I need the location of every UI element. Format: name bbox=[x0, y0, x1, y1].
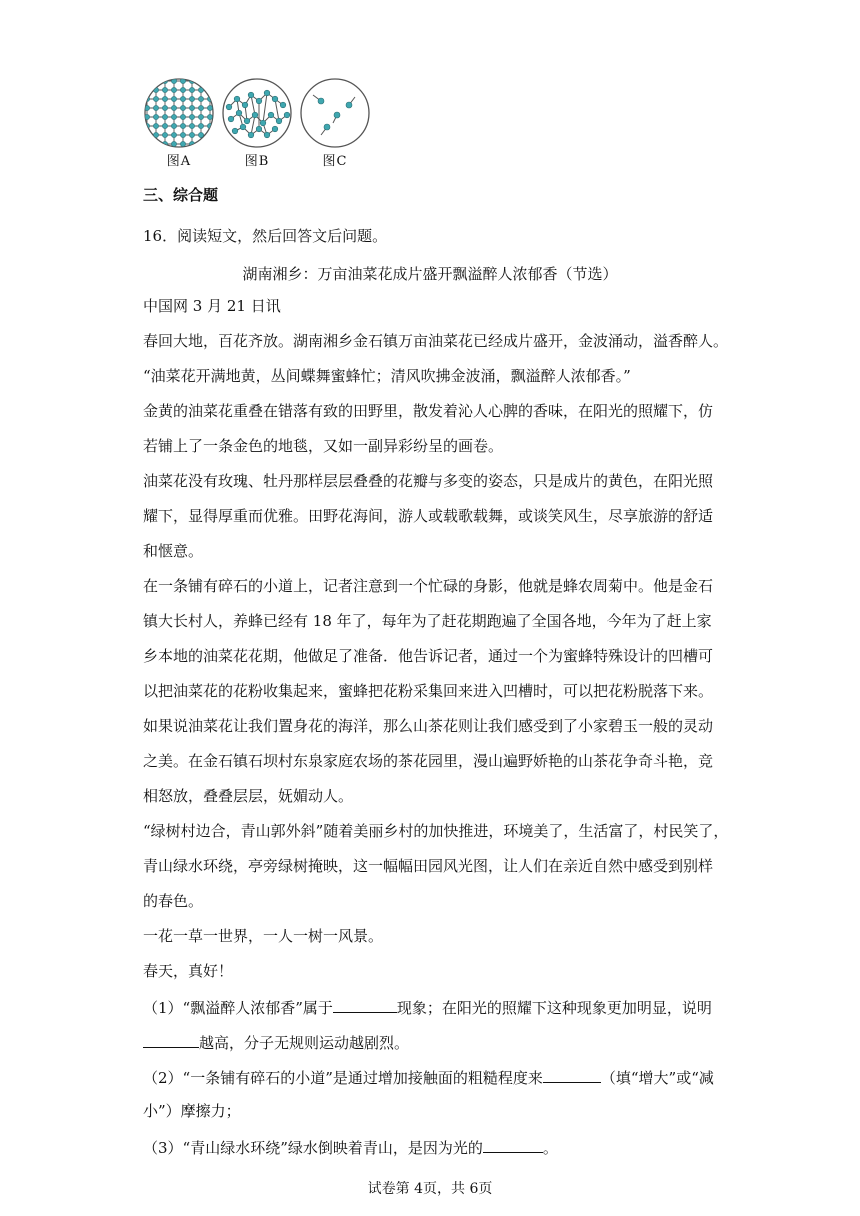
article-line: 之美。在金石镇石坝村东泉家庭农场的茶花园里，漫山遍野娇艳的山茶花争奇斗艳，竞 bbox=[143, 752, 714, 770]
molecule-dot bbox=[198, 123, 203, 128]
molecule-dot bbox=[144, 141, 149, 146]
article-line: 的春色。 bbox=[143, 892, 204, 910]
molecule-dot bbox=[171, 87, 176, 92]
molecule-dot bbox=[198, 132, 203, 137]
molecule-dot bbox=[171, 141, 176, 146]
molecule-dot bbox=[171, 123, 176, 128]
article-line: 镇大长村人，养蜂已经有 18 年了，每年为了赶花期跑遍了全国各地，今年为了赶上家 bbox=[143, 612, 712, 630]
article-closing: 一花一草一世界，一人一树一风景。 bbox=[143, 927, 384, 945]
molecule-dot bbox=[198, 114, 203, 119]
molecule-dot bbox=[153, 114, 158, 119]
molecule-dot bbox=[207, 78, 212, 83]
sub-question-2: （2）“一条铺有碎石的小道”是通过增加接触面的粗糙程度来 （填“增大”或“减 bbox=[143, 1066, 714, 1088]
figure-caption: 图B bbox=[244, 154, 270, 169]
article-line: 油菜花没有玫瑰、牡丹那样层层叠叠的花瓣与多变的姿态，只是成片的黄色，在阳光照 bbox=[143, 472, 714, 490]
article-line: “绿树村边合，青山郭外斜”随着美丽乡村的加快推进，环境美了，生活富了，村民笑了， bbox=[143, 822, 729, 840]
article-source: 中国网 3 月 21 日讯 bbox=[143, 297, 281, 315]
molecule-figures bbox=[143, 77, 383, 167]
answer-blank[interactable] bbox=[333, 996, 397, 1013]
molecule-dot bbox=[180, 87, 185, 92]
article-line: 青山绿水环绕，亭旁绿树掩映，这一幅幅田园风光图，让人们在亲近自然中感受到别样 bbox=[143, 857, 714, 875]
molecule-dot bbox=[171, 132, 176, 137]
molecule-dot bbox=[153, 141, 158, 146]
molecule-gas-icon bbox=[299, 77, 371, 149]
article-closing: 春天，真好！ bbox=[143, 962, 234, 980]
article-line: 乡本地的油菜花花期，他做足了准备．他告诉记者，通过一个为蜜蜂特殊设计的凹槽可 bbox=[143, 647, 714, 665]
molecule-dot bbox=[180, 96, 185, 101]
molecule-dot bbox=[180, 132, 185, 137]
molecule-dot bbox=[207, 141, 212, 146]
molecule-dot bbox=[162, 123, 167, 128]
molecule-dot bbox=[189, 87, 194, 92]
molecule-dot bbox=[198, 78, 203, 83]
figure-b bbox=[221, 77, 293, 169]
question-intro: 16．阅读短文，然后回答文后问题。 bbox=[143, 227, 388, 245]
figure-c bbox=[299, 77, 371, 169]
molecule-dot bbox=[162, 105, 167, 110]
molecule-dot bbox=[162, 87, 167, 92]
molecule-dot bbox=[198, 105, 203, 110]
molecule-dot bbox=[180, 123, 185, 128]
article-line: 若铺上了一条金色的地毯，又如一副异彩纷呈的画卷。 bbox=[143, 437, 504, 455]
article-line: 和惬意。 bbox=[143, 542, 204, 560]
molecule-dot bbox=[144, 132, 149, 137]
sub-question-1: （1）“飘溢醉人浓郁香”属于 现象；在阳光的照耀下这种现象更加明显，说明 bbox=[143, 996, 712, 1018]
molecule-dot bbox=[189, 105, 194, 110]
molecule-dot bbox=[207, 114, 212, 119]
molecule-dot bbox=[171, 96, 176, 101]
molecule-dot bbox=[180, 141, 185, 146]
molecule-dot bbox=[171, 105, 176, 110]
molecule-dot bbox=[180, 114, 185, 119]
molecule-dot bbox=[162, 96, 167, 101]
article-line: “油菜花开满地黄，丛间蝶舞蜜蜂忙；清风吹拂金波涌，飘溢醉人浓郁香。” bbox=[143, 367, 631, 385]
molecule-dot bbox=[189, 123, 194, 128]
sub-question-3: （3）“青山绿水环绕”绿水倒映着青山，是因为光的 。 bbox=[143, 1136, 558, 1158]
answer-blank[interactable] bbox=[143, 1031, 199, 1048]
figure-caption: 图C bbox=[322, 154, 348, 169]
molecule-dot bbox=[153, 96, 158, 101]
molecule-dot bbox=[144, 78, 149, 83]
figure-caption: 图A bbox=[166, 154, 192, 169]
figure-a bbox=[143, 77, 215, 169]
molecule-dot bbox=[162, 114, 167, 119]
molecule-dot bbox=[180, 105, 185, 110]
molecule-dot bbox=[153, 78, 158, 83]
molecule-dot bbox=[189, 96, 194, 101]
article-line: 以把油菜花的花粉收集起来，蜜蜂把花粉采集回来进入凹槽时，可以把花粉脱落下来。 bbox=[143, 682, 714, 700]
answer-blank[interactable] bbox=[543, 1066, 601, 1083]
molecule-dot bbox=[189, 114, 194, 119]
molecule-dot bbox=[171, 114, 176, 119]
molecule-dot bbox=[162, 132, 167, 137]
molecule-lattice-solid-icon bbox=[143, 77, 215, 149]
molecule-dot bbox=[198, 141, 203, 146]
article-line: 如果说油菜花让我们置身花的海洋，那么山茶花则让我们感受到了小家碧玉一般的灵动 bbox=[143, 717, 714, 735]
answer-blank[interactable] bbox=[483, 1136, 543, 1153]
molecule-lattice-liquid-icon bbox=[221, 77, 293, 149]
molecule-dot bbox=[144, 87, 149, 92]
molecule-dot bbox=[153, 105, 158, 110]
article-line: 春回大地，百花齐放。湖南湘乡金石镇万亩油菜花已经成片盛开，金波涌动，溢香醉人。 bbox=[143, 332, 729, 350]
molecule-dot bbox=[189, 132, 194, 137]
molecule-dot bbox=[153, 87, 158, 92]
article-title: 湖南湘乡：万亩油菜花成片盛开飘溢醉人浓郁香（节选） bbox=[242, 265, 618, 283]
page-footer: 试卷第 4页，共 6页 bbox=[367, 1181, 493, 1197]
article-line: 相怒放，叠叠层层，妩媚动人。 bbox=[143, 787, 354, 805]
article-line: 金黄的油菜花重叠在错落有致的田野里，散发着沁人心脾的香味，在阳光的照耀下，仿 bbox=[143, 402, 714, 420]
molecule-dot bbox=[207, 87, 212, 92]
molecule-dot bbox=[207, 105, 212, 110]
molecule-dot bbox=[198, 96, 203, 101]
sub-question-2-cont: 小”）摩擦力； bbox=[143, 1102, 241, 1120]
molecule-dot bbox=[207, 132, 212, 137]
sub-question-1-cont: 越高，分子无规则运动越剧烈。 bbox=[143, 1031, 409, 1053]
molecule-dot bbox=[153, 123, 158, 128]
article-line: 在一条铺有碎石的小道上，记者注意到一个忙碌的身影，他就是蜂农周菊中。他是金石 bbox=[143, 577, 714, 595]
article-line: 耀下，显得厚重而优雅。田野花海间，游人或载歌载舞，或谈笑风生，尽享旅游的舒适 bbox=[143, 507, 714, 525]
section-title: 三、综合题 bbox=[143, 186, 219, 204]
